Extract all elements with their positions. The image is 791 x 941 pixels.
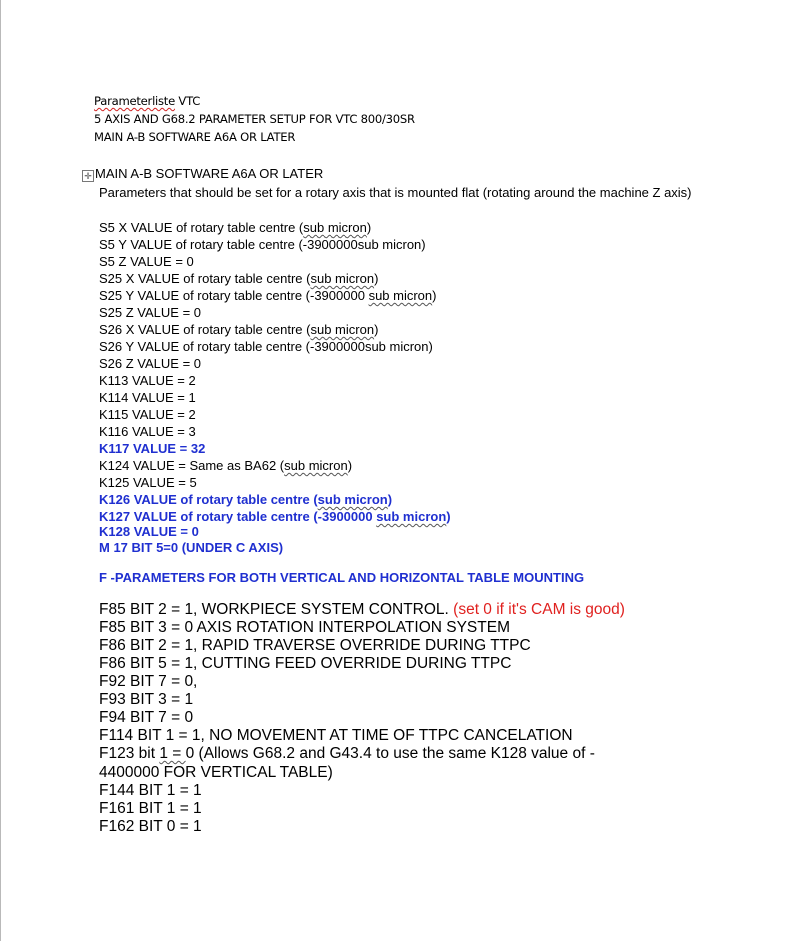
- param-f161: F161 BIT 1 = 1: [99, 800, 202, 817]
- param-f162: F162 BIT 0 = 1: [99, 818, 202, 835]
- move-handle-icon[interactable]: ✛: [82, 170, 94, 182]
- param-k125: K125 VALUE = 5: [99, 475, 197, 490]
- param-f144: F144 BIT 1 = 1: [99, 782, 202, 799]
- param-k124: K124 VALUE = Same as BA62 (sub micron): [99, 458, 353, 473]
- param-f93: F93 BIT 3 = 1: [99, 691, 194, 708]
- param-f123: F123 bit 1 = 0 (Allows G68.2 and G43.4 to use the same K128 value of -: [99, 745, 595, 762]
- doc-software-line: MAIN A-B SOFTWARE A6A OR LATER: [94, 130, 296, 144]
- param-f86-bit5: F86 BIT 5 = 1, CUTTING FEED OVERRIDE DURING TTPC: [99, 655, 512, 672]
- cam-note: (set 0 if it's CAM is good): [453, 601, 625, 618]
- param-k126: K126 VALUE of rotary table centre (sub micron): [99, 492, 393, 507]
- param-k113: K113 VALUE = 2: [99, 373, 196, 388]
- param-s25z: S25 Z VALUE = 0: [99, 305, 202, 320]
- param-s25x: S25 X VALUE of rotary table centre (sub micron): [99, 271, 379, 286]
- param-f114: F114 BIT 1 = 1, NO MOVEMENT AT TIME OF TTPC CANCELATION: [99, 727, 573, 744]
- doc-title: [94, 94, 200, 108]
- section-intro: Parameters that should be set for a rotary axis that is mounted flat (rotating around the machine Z axis): [99, 185, 692, 200]
- param-k117: K117 VALUE = 32: [99, 441, 206, 456]
- title-suffix: VTC: [174, 94, 201, 108]
- param-f92: F92 BIT 7 = 0,: [99, 673, 198, 690]
- title-word: Parameterliste: [94, 94, 175, 108]
- section-heading: MAIN A-B SOFTWARE A6A OR LATER: [95, 166, 324, 181]
- param-s5y: S5 Y VALUE of rotary table centre (-3900000sub micron): [99, 237, 426, 252]
- param-k116: K116 VALUE = 3: [99, 424, 196, 439]
- param-k114: K114 VALUE = 1: [99, 390, 196, 405]
- param-f86-bit2: F86 BIT 2 = 1, RAPID TRAVERSE OVERRIDE DURING TTPC: [99, 637, 531, 654]
- param-s26y: S26 Y VALUE of rotary table centre (-3900000sub micron): [99, 339, 433, 354]
- param-s5x: S5 X VALUE of rotary table centre (sub micron): [99, 220, 372, 235]
- param-f85-bit3: F85 BIT 3 = 0 AXIS ROTATION INTERPOLATION SYSTEM: [99, 619, 510, 636]
- param-s26x: S26 X VALUE of rotary table centre (sub micron): [99, 322, 379, 337]
- param-k128: K128 VALUE = 0: [99, 524, 199, 539]
- page-edge: [0, 0, 1, 941]
- param-m17: M 17 BIT 5=0 (UNDER C AXIS): [99, 540, 284, 555]
- param-k127: K127 VALUE of rotary table centre (-3900000 sub micron): [99, 509, 451, 524]
- param-f85-bit2: F85 BIT 2 = 1, WORKPIECE SYSTEM CONTROL. (set 0 if it's CAM is good): [99, 601, 625, 618]
- doc-subtitle: 5 AXIS AND G68.2 PARAMETER SETUP FOR VTC 800/30SR: [94, 112, 415, 126]
- param-s5z: S5 Z VALUE = 0: [99, 254, 194, 269]
- param-s25y: S25 Y VALUE of rotary table centre (-3900000 sub micron): [99, 288, 437, 303]
- param-f94: F94 BIT 7 = 0: [99, 709, 194, 726]
- param-k115: K115 VALUE = 2: [99, 407, 196, 422]
- param-s26z: S26 Z VALUE = 0: [99, 356, 202, 371]
- param-f123-continued: 4400000 FOR VERTICAL TABLE): [99, 764, 333, 781]
- f-section-heading: F -PARAMETERS FOR BOTH VERTICAL AND HORIZONTAL TABLE MOUNTING: [99, 570, 585, 585]
